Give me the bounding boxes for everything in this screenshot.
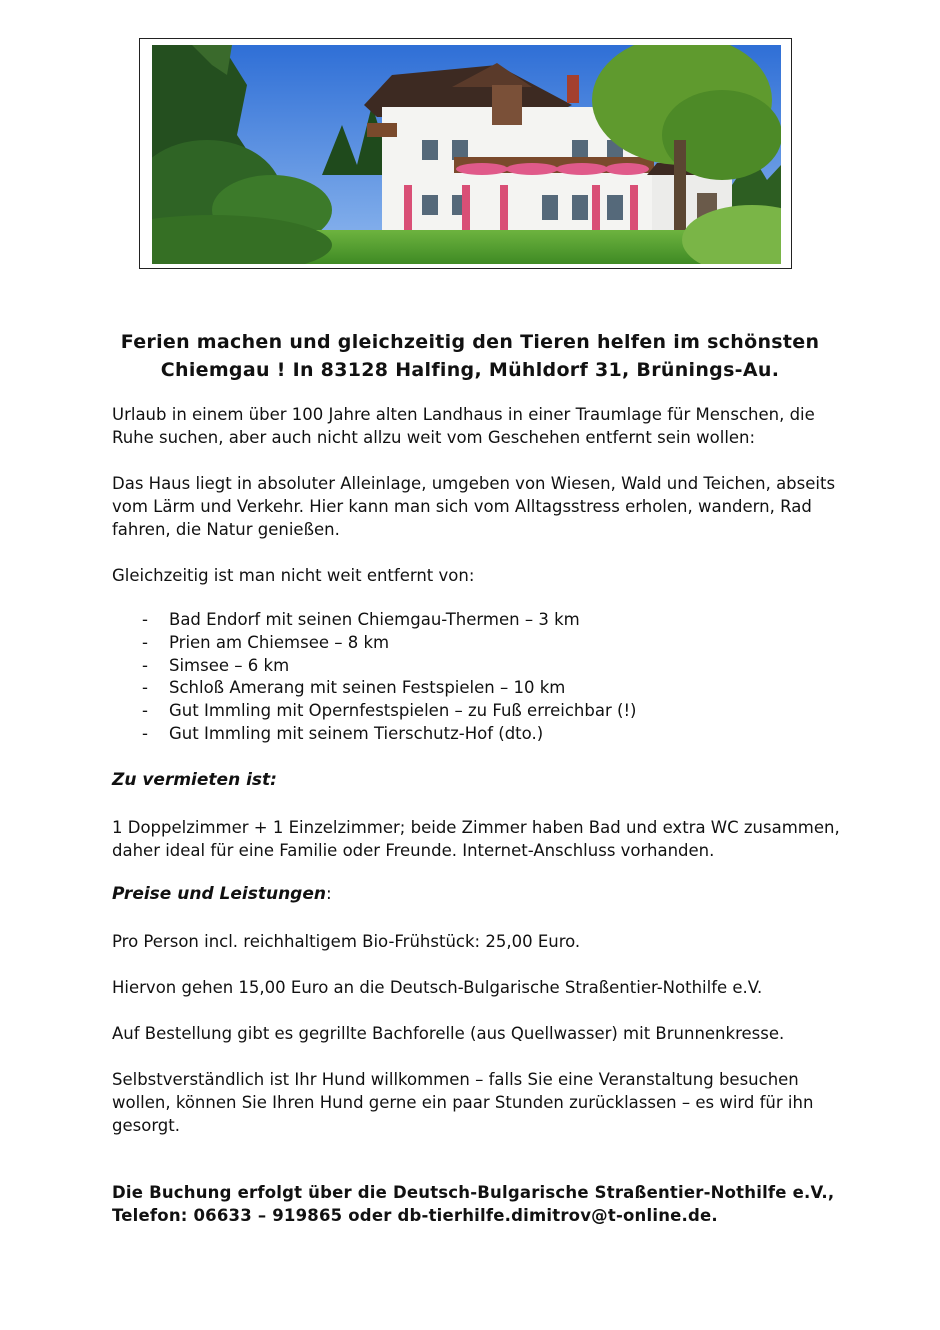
price-paragraph: Pro Person incl. reichhaltigem Bio-Frühstück: 25,00 Euro.: [112, 932, 581, 951]
rent-heading: Zu vermieten ist:: [112, 770, 277, 790]
booking-info: Die Buchung erfolgt über die Deutsch-Bulgarische Straßentier-Nothilfe e.V., Telefon: 06633 – 919865 oder db-tierhilfe.dimitrov@t-online.de.: [112, 1183, 835, 1225]
dog-paragraph: Selbstverständlich ist Ihr Hund willkommen – falls Sie eine Veranstaltung besuchen wollen, können Sie Ihren Hund gerne ein paar Stunden zurücklassen – es wird für ihn gesorgt.: [112, 1070, 814, 1135]
distance-list: [112, 609, 637, 746]
prices-heading: [112, 884, 332, 904]
photo-frame: [139, 38, 792, 269]
list-dash: -: [142, 723, 148, 743]
list-item-text: Gut Immling mit seinem Tierschutz-Hof (dto.): [169, 723, 544, 743]
page-title: [90, 328, 850, 384]
list-dash: -: [142, 701, 148, 721]
location-paragraph: Das Haus liegt in absoluter Alleinlage, umgeben von Wiesen, Wald und Teichen, abseits vom Lärm und Verkehr. Hier kann man sich vom Alltagsstress erholen, wandern, Rad fahren, die Natur genießen.: [112, 474, 836, 539]
title-line-1: Ferien machen und gleichzeitig den Tieren helfen im schönsten: [120, 331, 820, 353]
distances-intro: Gleichzeitig ist man nicht weit entfernt von:: [112, 566, 475, 585]
prices-heading-text: Preise und Leistungen: [112, 884, 326, 904]
list-dash: -: [142, 678, 148, 698]
list-item: [112, 723, 637, 746]
list-item: [112, 655, 637, 678]
rooms-paragraph: 1 Doppelzimmer + 1 Einzelzimmer; beide Zimmer haben Bad und extra WC zusammen, daher ideal für eine Familie oder Freunde. Internet-Anschluss vorhanden.: [112, 818, 840, 860]
list-dash: -: [142, 632, 148, 652]
list-item-text: Prien am Chiemsee – 8 km: [169, 632, 390, 652]
prices-heading-colon: :: [325, 884, 332, 904]
list-item-text: Gut Immling mit Opernfestspielen – zu Fuß erreichbar (!): [169, 701, 637, 721]
list-dash: -: [142, 655, 148, 675]
list-item-text: Schloß Amerang mit seinen Festspielen – 10 km: [169, 678, 566, 698]
list-item: [112, 609, 637, 632]
house-photo: [152, 45, 781, 264]
trout-paragraph: Auf Bestellung gibt es gegrillte Bachforelle (aus Quellwasser) mit Brunnenkresse.: [112, 1024, 785, 1043]
list-item: [112, 632, 637, 655]
list-item: [112, 677, 637, 700]
title-line-2: Chiemgau ! In 83128 Halfing, Mühldorf 31, Brünings-Au.: [160, 359, 780, 381]
donation-paragraph: Hiervon gehen 15,00 Euro an die Deutsch-Bulgarische Straßentier-Nothilfe e.V.: [112, 978, 763, 997]
intro-paragraph: Urlaub in einem über 100 Jahre alten Landhaus in einer Traumlage für Menschen, die Ruhe suchen, aber auch nicht allzu weit vom Geschehen entfernt sein wollen:: [112, 405, 815, 447]
list-item-text: Bad Endorf mit seinen Chiemgau-Thermen – 3 km: [169, 610, 580, 629]
list-item-text: Simsee – 6 km: [169, 655, 290, 675]
list-item: [112, 700, 637, 723]
list-dash: -: [142, 610, 148, 629]
